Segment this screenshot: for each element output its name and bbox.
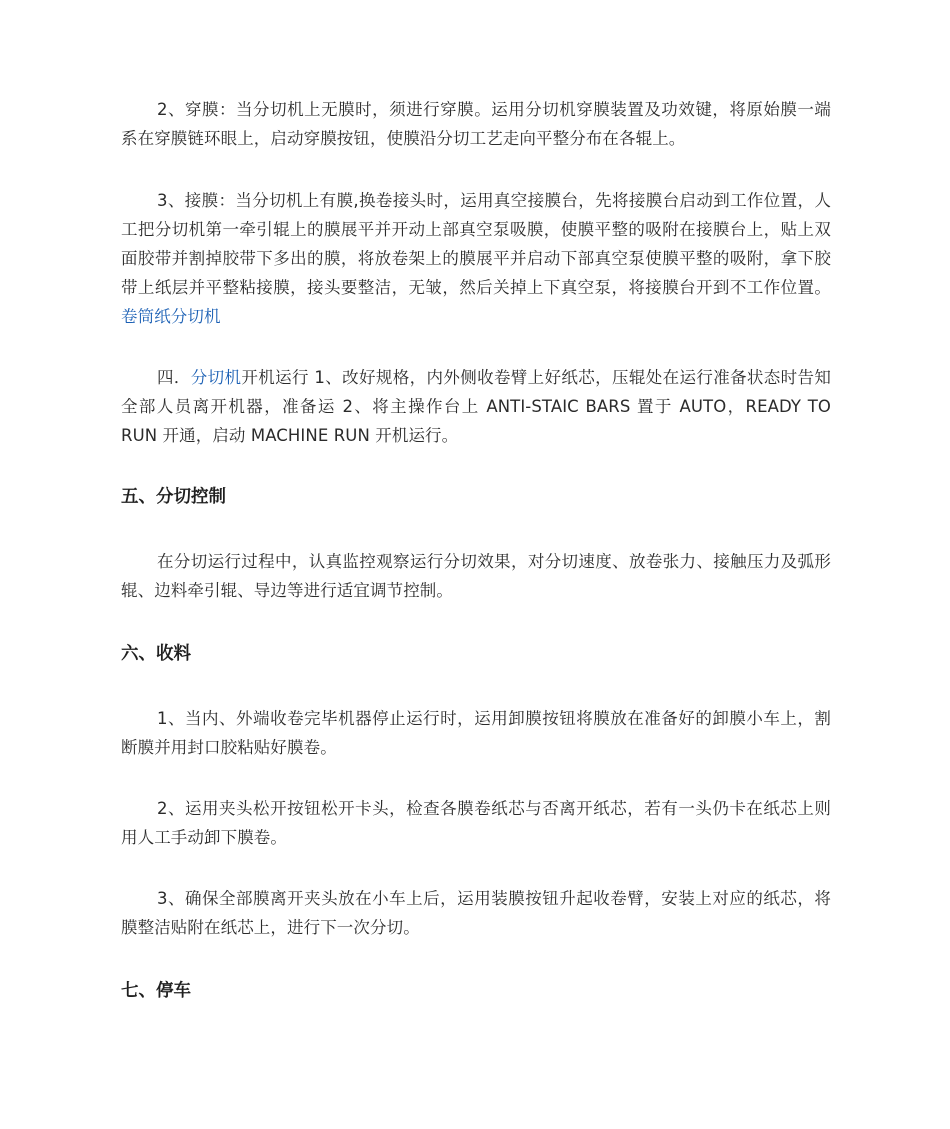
paragraph-collecting-1: 1、当内、外端收卷完毕机器停止运行时，运用卸膜按钮将膜放在准备好的卸膜小车上，割断膜并用封口胶粘贴好膜卷。 xyxy=(121,709,831,757)
heading-collecting: 六、收料 xyxy=(121,644,191,664)
paragraph-start-run-text: 开机运行 1、改好规格，内外侧收卷臂上好纸芯，压辊处在运行准备状态时告知全部人员离开机器，准备运 2、将主操作台上 ANTI-STAIC BARS 置于 AUTO，READY TO RUN 开通，启动 MACHINE RUN 开机运行。 xyxy=(121,368,831,445)
paragraph-threading: 2、穿膜：当分切机上无膜时，须进行穿膜。运用分切机穿膜装置及功效键，将原始膜一端系在穿膜链环眼上，启动穿膜按钮，使膜沿分切工艺走向平整分布在各辊上。 xyxy=(121,100,831,148)
paragraph-start-run-prefix: 四． xyxy=(157,368,191,387)
paragraph-slitting-control: 在分切运行过程中，认真监控观察运行分切效果，对分切速度、放卷张力、接触压力及弧形辊、边料牵引辊、导边等进行适宜调节控制。 xyxy=(121,552,831,600)
paragraph-collecting-3: 3、确保全部膜离开夹头放在小车上后，运用装膜按钮升起收卷臂，安装上对应的纸芯，将膜整洁贴附在纸芯上，进行下一次分切。 xyxy=(121,889,831,937)
paragraph-collecting-2: 2、运用夹头松开按钮松开卡头，检查各膜卷纸芯与否离开纸芯，若有一头仍卡在纸芯上则用人工手动卸下膜卷。 xyxy=(121,799,831,847)
paragraph-start-run xyxy=(121,363,831,450)
link-slitter[interactable]: 分切机 xyxy=(190,368,242,387)
paragraph-splicing xyxy=(121,186,831,331)
link-roll-paper-slitter[interactable]: 卷筒纸分切机 xyxy=(121,307,221,326)
heading-slitting-control: 五、分切控制 xyxy=(121,487,226,507)
paragraph-splicing-text: 3、接膜：当分切机上有膜,换卷接头时，运用真空接膜台，先将接膜台启动到工作位置，人工把分切机第一牵引辊上的膜展平并开动上部真空泵吸膜，使膜平整的吸附在接膜台上，贴上双面胶带并割掉胶带下多出的膜，将放卷架上的膜展平并启动下部真空泵使膜平整的吸附，拿下胶带上纸层并平整粘接膜，接头要整洁，无皱，然后关掉上下真空泵，将接膜台开到不工作位置。 xyxy=(121,191,831,297)
heading-stopping: 七、停车 xyxy=(121,981,191,1001)
